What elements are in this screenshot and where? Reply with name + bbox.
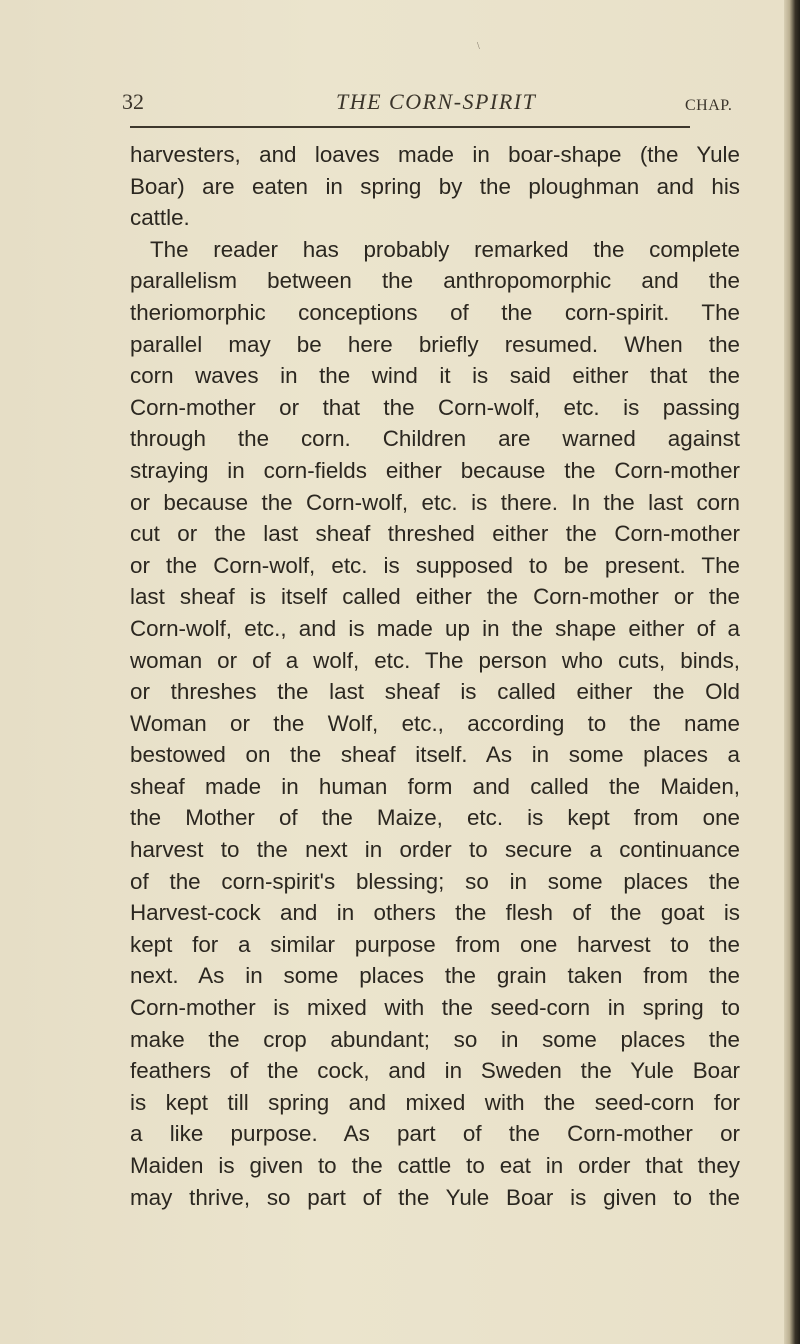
text-line: parallel may be here briefly resumed. When the [130, 331, 740, 357]
header-rule [130, 126, 690, 128]
text-line: The reader has probably remarked the complete [150, 236, 740, 262]
text-line: Woman or the Wolf, etc., according to the name [130, 710, 740, 736]
text-line: harvest to the next in order to secure a continuance [130, 837, 740, 863]
text-line: cut or the last sheaf threshed either the Corn-mother [130, 521, 740, 547]
text-line: is kept till spring and mixed with the seed-corn for [130, 1089, 740, 1115]
text-line: Corn-mother or that the Corn-wolf, etc. is passing [130, 394, 740, 420]
text-line: theriomorphic conceptions of the corn-spirit. The [130, 299, 740, 325]
body-text [130, 139, 740, 1213]
page-edge-shadow [784, 0, 800, 1344]
text-line: the Mother of the Maize, etc. is kept from one [130, 805, 740, 831]
text-line: or threshes the last sheaf is called either the Old [130, 679, 740, 705]
text-line: or the Corn-wolf, etc. is supposed to be present. The [130, 552, 740, 578]
text-line: or because the Corn-wolf, etc. is there. In the last corn [130, 489, 740, 515]
text-line: corn waves in the wind it is said either that the [130, 363, 740, 389]
text-line: straying in corn-fields either because the Corn-mother [130, 457, 740, 483]
text-line: through the corn. Children are warned against [130, 426, 740, 452]
text-line: Maiden is given to the cattle to eat in order that they [130, 1153, 740, 1178]
page-number: 32 [122, 89, 144, 114]
text-line: Corn-wolf, etc., and is made up in the shape either of a [130, 615, 740, 641]
text-line: may thrive, so part of the Yule Boar is given to the [130, 1184, 740, 1210]
text-line: bestowed on the sheaf itself. As in some places a [130, 742, 740, 768]
text-line: feathers of the cock, and in Sweden the Yule Boar [130, 1058, 740, 1084]
chapter-abbrev: CHAP. [685, 97, 733, 114]
text-line: kept for a similar purpose from one harvest to the [130, 931, 740, 957]
text-line: a like purpose. As part of the Corn-mother or [130, 1121, 740, 1147]
running-header [122, 88, 742, 122]
text-line: harvesters, and loaves made in boar-shape (the Yule [130, 142, 740, 167]
printer-mark: \ [477, 41, 480, 52]
text-line: Boar) are eaten in spring by the ploughman and his [130, 173, 740, 199]
text-line: Corn-mother is mixed with the seed-corn in spring to [130, 995, 740, 1021]
text-line: last sheaf is itself called either the Corn-mother or the [130, 584, 740, 610]
text-line: sheaf made in human form and called the Maiden, [130, 773, 740, 799]
text-line: next. As in some places the grain taken from the [130, 963, 740, 989]
text-line: Harvest-cock and in others the flesh of the goat is [130, 900, 740, 926]
text-line: woman or of a wolf, etc. The person who cuts, binds, [130, 647, 740, 673]
text-line: cattle. [130, 205, 190, 231]
running-title: THE CORN-SPIRIT [336, 89, 537, 114]
text-line: of the corn-spirit's blessing; so in some places the [130, 868, 740, 894]
text-line: parallelism between the anthropomorphic and the [130, 268, 740, 294]
text-line: make the crop abundant; so in some places the [130, 1026, 740, 1052]
